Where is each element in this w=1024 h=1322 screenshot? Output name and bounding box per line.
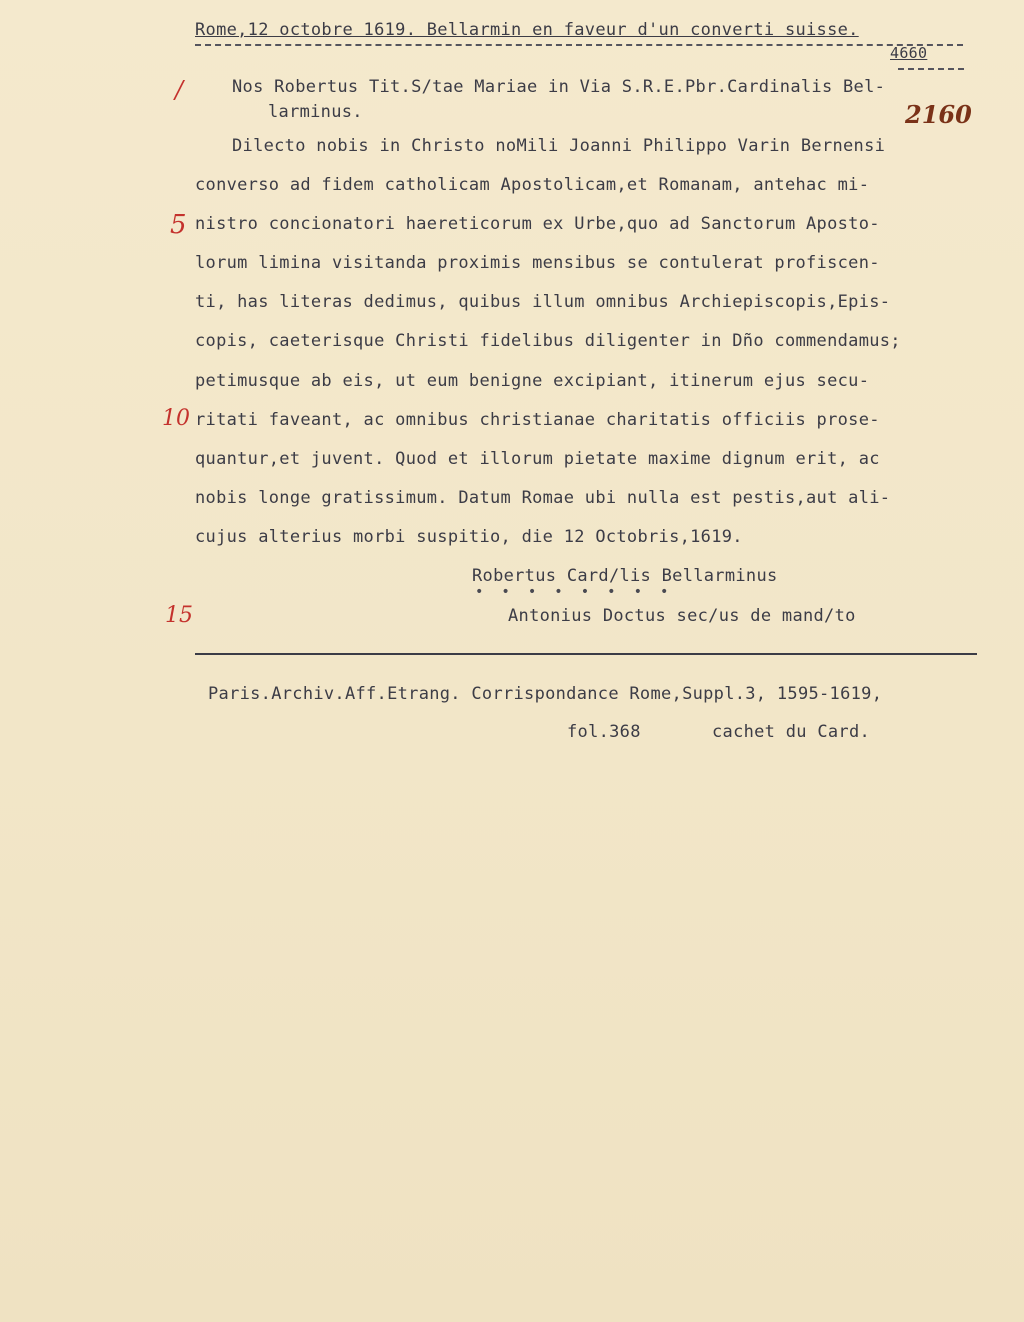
body-line-5: nistro concionatori haereticorum ex Urbe,quo ad Sanctorum Aposto- [195, 214, 880, 234]
body-line-10: ritati faveant, ac omnibus christianae charitatis officiis prose- [195, 410, 880, 430]
body-line-8: copis, caeterisque Christi fidelibus diligenter in Dño commendamus; [195, 331, 901, 351]
title-dash-rule [195, 44, 963, 46]
document-title: Rome,12 octobre 1619. Bellarmin en faveur d'un converti suisse. [195, 20, 859, 40]
document-number: 4660 [890, 44, 928, 62]
body-line-1: Nos Robertus Tit.S/tae Mariae in Via S.R.E.Pbr.Cardinalis Bel- [232, 77, 886, 97]
body-line-13: cujus alterius morbi suspitio, die 12 Octobris,1619. [195, 527, 743, 547]
body-line-9: petimusque ab eis, ut eum benigne excipiant, itinerum ejus secu- [195, 371, 870, 391]
body-line-4: converso ad fidem catholicam Apostolicam,et Romanam, antehac mi- [195, 175, 870, 195]
margin-mark-15: 15 [165, 603, 193, 628]
body-line-7: ti, has literas dedimus, quibus illum omnibus Archiepiscopis,Epis- [195, 292, 891, 312]
source-note: cachet du Card. [712, 722, 871, 742]
divider-rule [195, 653, 977, 655]
margin-mark-5: 5 [170, 210, 187, 240]
signature-dots: •••••••• [475, 584, 687, 600]
body-line-3: Dilecto nobis in Christo noMili Joanni Philippo Varin Bernensi [232, 136, 886, 156]
doc-number-dash [898, 68, 964, 70]
body-line-11: quantur,et juvent. Quod et illorum pietate maxime dignum erit, ac [195, 449, 880, 469]
source-citation: Paris.Archiv.Aff.Etrang. Corrispondance Rome,Suppl.3, 1595-1619, [208, 684, 883, 704]
margin-mark-1: / [175, 76, 184, 104]
body-line-6: lorum limina visitanda proximis mensibus se contulerat profiscen- [195, 253, 880, 273]
margin-mark-10: 10 [162, 406, 190, 431]
source-folio: fol.368 [567, 722, 641, 742]
handwritten-number: 2160 [905, 100, 972, 129]
countersignature: Antonius Doctus sec/us de mand/to [508, 606, 856, 626]
body-line-2: larminus. [268, 102, 363, 122]
signature: Robertus Card/lis Bellarminus [472, 566, 778, 586]
body-line-12: nobis longe gratissimum. Datum Romae ubi nulla est pestis,aut ali- [195, 488, 891, 508]
